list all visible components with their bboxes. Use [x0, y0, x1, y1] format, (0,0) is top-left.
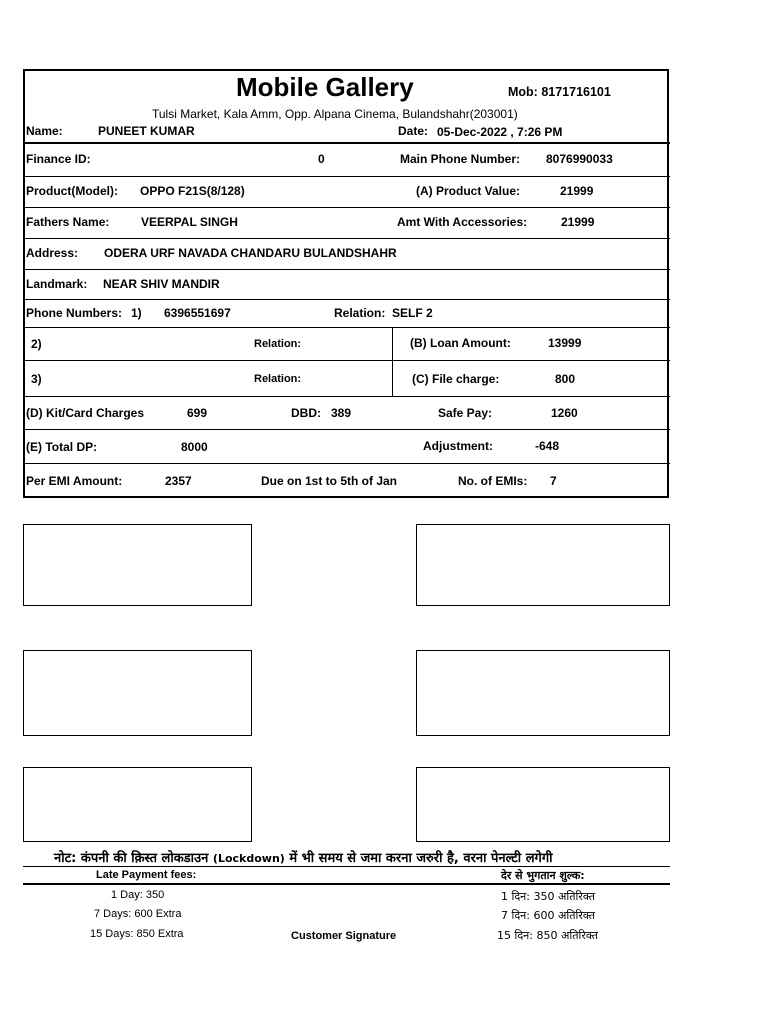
num-emis-label: No. of EMIs:: [458, 474, 528, 488]
document-box-right-2: [416, 650, 670, 736]
late-fee-2: 7 Days: 600 Extra: [94, 908, 182, 920]
product-value: OPPO F21S(8/128): [140, 184, 245, 198]
hindi-fee-2: 7 दिन: 600 अतिरिक्त: [501, 909, 596, 922]
shop-mobile: Mob: 8171716101: [508, 85, 611, 99]
num-emis-value: 7: [550, 474, 557, 488]
per-emi-label: Per EMI Amount:: [26, 474, 123, 488]
due-text: Due on 1st to 5th of Jan: [261, 474, 398, 488]
hindi-fee-3: 15 दिन: 850 अतिरिक्त: [497, 929, 599, 942]
divider: [23, 269, 670, 270]
file-charge-value: 800: [555, 372, 576, 386]
late-fees-title: Late Payment fees:: [96, 869, 197, 881]
total-dp-value: 8000: [181, 440, 208, 454]
hindi-fee-1: 1 दिन: 350 अतिरिक्त: [501, 890, 596, 903]
landmark-label: Landmark:: [26, 277, 88, 291]
fathers-name-value: VEERPAL SINGH: [141, 215, 238, 229]
per-emi-value: 2357: [165, 474, 192, 488]
total-dp-label: (E) Total DP:: [26, 440, 98, 454]
divider: [23, 866, 670, 867]
divider: [23, 463, 670, 464]
date-value: 05-Dec-2022 , 7:26 PM: [437, 125, 563, 139]
hindi-fees-title: देर से भुगतान शुल्क:: [501, 869, 585, 882]
divider: [23, 176, 670, 177]
name-label: Name:: [26, 124, 63, 138]
finance-id-value: 0: [318, 152, 325, 166]
phone1-value: 6396551697: [164, 306, 231, 320]
phone-numbers-label: Phone Numbers:: [26, 306, 123, 320]
customer-signature: Customer Signature: [291, 930, 397, 942]
hindi-notice-part2: में भी समय से जमा करना जरुरी है, वरना पेनल्टी लगेगी: [289, 851, 553, 866]
phone2-index: 2): [31, 337, 42, 351]
hindi-notice: [54, 848, 553, 866]
column-divider: [392, 327, 393, 396]
document-box-left-2: [23, 650, 252, 736]
document-box-right-1: [416, 524, 670, 606]
divider: [23, 327, 670, 328]
kit-charges-value: 699: [187, 406, 208, 420]
address-value: ODERA URF NAVADA CHANDARU BULANDSHAHR: [104, 246, 397, 260]
product-value-amount: 21999: [560, 184, 594, 198]
safe-pay-label: Safe Pay:: [438, 406, 493, 420]
document-box-left-3: [23, 767, 252, 842]
shop-address: Tulsi Market, Kala Amm, Opp. Alpana Cinema, Bulandshahr(203001): [152, 107, 518, 121]
relation3-label: Relation:: [254, 373, 302, 385]
divider: [23, 429, 670, 430]
loan-amount-value: 13999: [548, 336, 582, 350]
late-fee-1: 1 Day: 350: [111, 889, 165, 901]
landmark-value: NEAR SHIV MANDIR: [103, 277, 220, 291]
late-fee-3: 15 Days: 850 Extra: [90, 928, 184, 940]
file-charge-label: (C) File charge:: [412, 372, 500, 386]
main-phone-value: 8076990033: [546, 152, 613, 166]
phone3-index: 3): [31, 372, 42, 386]
date-label: Date:: [398, 124, 429, 138]
divider: [23, 142, 670, 144]
relation1-label: Relation:: [334, 306, 386, 320]
document-box-left-1: [23, 524, 252, 606]
divider: [23, 299, 670, 300]
main-phone-label: Main Phone Number:: [400, 152, 521, 166]
address-label: Address:: [26, 246, 79, 260]
adjustment-label: Adjustment:: [423, 439, 493, 453]
name-value: PUNEET KUMAR: [98, 124, 195, 138]
kit-charges-label: (D) Kit/Card Charges: [26, 406, 145, 420]
divider: [23, 396, 670, 397]
shop-name: Mobile Gallery: [236, 72, 414, 102]
adjustment-value: -648: [535, 439, 560, 453]
hindi-notice-lockdown: (Lockdown): [212, 852, 285, 865]
relation1-value: SELF 2: [392, 306, 433, 320]
divider: [23, 238, 670, 239]
hindi-notice-part1: नोट: कंपनी की क़िस्त लोकडाउन: [54, 851, 209, 866]
product-value-label: (A) Product Value:: [416, 184, 521, 198]
dbd-value: 389: [331, 406, 352, 420]
product-label: Product(Model):: [26, 184, 118, 198]
phone1-index: 1): [131, 306, 142, 320]
finance-id-label: Finance ID:: [26, 152, 91, 166]
safe-pay-value: 1260: [551, 406, 578, 420]
fathers-name-label: Fathers Name:: [26, 215, 110, 229]
relation2-label: Relation:: [254, 338, 302, 350]
loan-amount-label: (B) Loan Amount:: [410, 336, 511, 350]
amt-accessories-label: Amt With Accessories:: [397, 215, 528, 229]
document-box-right-3: [416, 767, 670, 842]
dbd-label: DBD:: [291, 406, 321, 420]
amt-accessories-value: 21999: [561, 215, 595, 229]
divider: [23, 207, 670, 208]
divider: [23, 360, 670, 361]
divider: [23, 883, 670, 885]
